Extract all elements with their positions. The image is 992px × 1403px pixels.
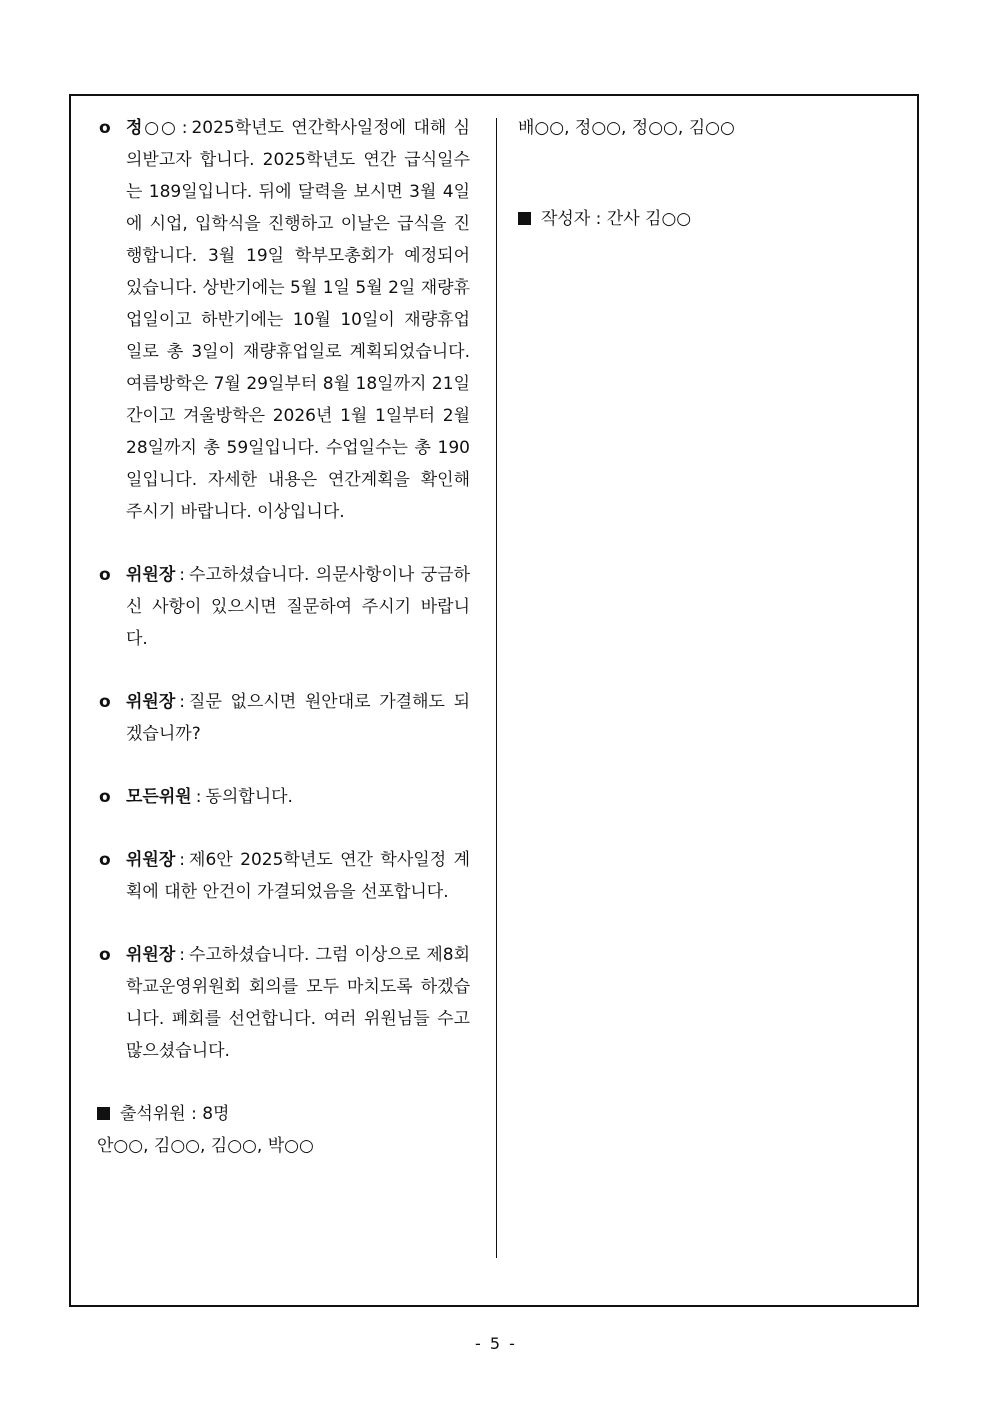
separator: : — [179, 850, 186, 870]
speaker-name: 위원장 — [126, 692, 176, 712]
speaker-name: 위원장 — [126, 565, 176, 585]
writer-line — [518, 203, 898, 235]
entry-text: 수고하셨습니다. 그럼 이상으로 제8회 학교운영위원회 회의를 모두 마치도록 하겠습니다. 폐회를 선언합니다. 여러 위원님들 수고 많으셨습니다. — [126, 945, 470, 1061]
entry-text: 수고하셨습니다. 의문사항이나 궁금하신 사항이 있으시면 질문하여 주시기 바랍니다. — [126, 565, 470, 649]
entry-text: 질문 없으시면 원안대로 가결해도 되겠습니까? — [126, 692, 470, 744]
left-column — [97, 112, 470, 1162]
attendance-names: 안○○, 김○○, 김○○, 박○○ — [97, 1136, 314, 1156]
writer-label: 작성자 : 간사 김○○ — [541, 209, 692, 229]
separator: : — [179, 945, 186, 965]
bullet-icon: o — [99, 118, 111, 138]
square-bullet-icon — [97, 1107, 110, 1120]
speaker-name: 위원장 — [126, 850, 176, 870]
minutes-entry — [97, 939, 470, 1067]
separator: : — [181, 118, 188, 138]
speaker-name: 정○○ — [126, 118, 178, 138]
bullet-icon: o — [99, 565, 111, 585]
minutes-entry — [97, 686, 470, 750]
minutes-entry — [97, 559, 470, 655]
speaker-name: 위원장 — [126, 945, 176, 965]
page-number: - 5 - — [475, 1334, 517, 1353]
speaker-name: 모든위원 — [126, 787, 192, 807]
separator: : — [179, 565, 186, 585]
square-bullet-icon — [518, 212, 531, 225]
minutes-entry — [97, 844, 470, 908]
separator: : — [195, 787, 202, 807]
entry-text: 제6안 2025학년도 연간 학사일정 계획에 대한 안건이 가결되었음을 선포합니다. — [126, 850, 470, 902]
attendance-label: 출석위원 : 8명 — [120, 1104, 230, 1124]
separator: : — [179, 692, 186, 712]
minutes-entry — [97, 112, 470, 528]
bullet-icon: o — [99, 787, 111, 807]
entry-text: 동의합니다. — [205, 787, 293, 807]
attendance-names-continued: 배○○, 정○○, 정○○, 김○○ — [518, 118, 735, 138]
bullet-icon: o — [99, 945, 111, 965]
attendance-heading — [97, 1098, 470, 1130]
bullet-icon: o — [99, 692, 111, 712]
bullet-icon: o — [99, 850, 111, 870]
column-divider — [496, 118, 497, 1258]
entry-text: 2025학년도 연간학사일정에 대해 심의받고자 합니다. 2025학년도 연간 급식일수는 189일입니다. 뒤에 달력을 보시면 3월 4일에 시업, 입학식을 진행하고 이날은 급식을 진행합니다. 3월 19일 학부모총회가 예정되어 있습니다. 상반기에는 5월 1일 5월 2일 재량휴업일이고 하반기에는 10월 10일이 재량휴업일로 총 3일이 재량휴업일로 계획되었습니다. 여름방학은 7월 29일부터 8월 18일까지 21일간이고 겨울방학은 2026년 1월 1일부터 2월 28일까지 총 59일입니다. 수업일수는 총 190일입니다. 자세한 내용은 연간계획을 확인해 주시기 바랍니다. 이상입니다. — [126, 118, 470, 522]
minutes-entry — [97, 781, 470, 813]
right-column — [518, 112, 898, 235]
